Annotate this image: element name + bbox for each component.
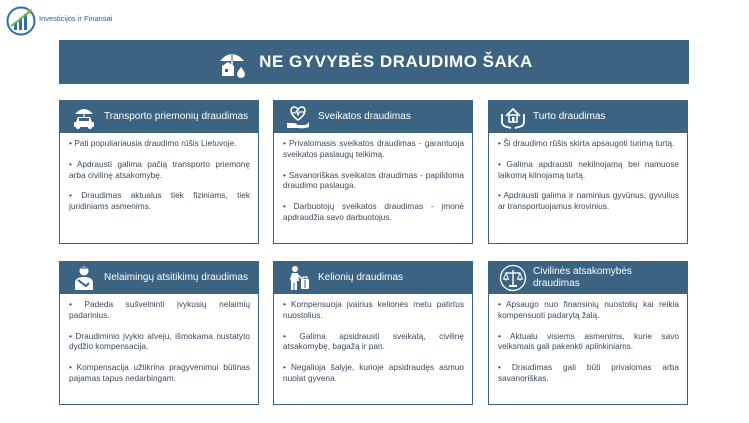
card-header xyxy=(274,262,472,294)
card-item: • Padeda sušvelninti įvykusių nelaimių padarinius. xyxy=(69,299,250,320)
card-title: Sveikatos draudimas xyxy=(318,111,411,122)
card-travel xyxy=(273,261,473,405)
card-header xyxy=(489,101,687,133)
card-item: • Apdrausti galima pačią transporto priemonę arba civilinę atsakomybę. xyxy=(69,158,250,180)
injured-person-icon xyxy=(70,264,98,292)
card-header xyxy=(274,101,472,133)
card-item: • Draudimas aktualus tiek fiziniams, tiek juridiniams asmenims. xyxy=(69,190,250,212)
card-transport xyxy=(59,100,259,244)
house-hands-icon xyxy=(499,103,527,131)
card-health xyxy=(273,100,473,244)
card-title: Turto draudimas xyxy=(533,111,606,122)
card-header xyxy=(60,101,258,133)
card-item: • Pati populiariausia draudimo rūšis Lietuvoje. xyxy=(69,138,237,148)
card-title: Transporto priemonių draudimas xyxy=(104,111,249,122)
card-item: • Aktualu visiems asmenims, kurie savo veiksmais gali pakenkti aplinkiniams. xyxy=(498,330,679,352)
card-body xyxy=(60,294,258,384)
card-body xyxy=(60,133,258,212)
card-header xyxy=(489,262,687,294)
card-item: • Kompensuoja įvairius kelionės metu patirtus nuostolius. xyxy=(283,299,464,320)
card-item: • Galima apdrausti nekilnojamą bei namuose laikomą kilnojamą turtą. xyxy=(498,158,679,180)
card-body xyxy=(489,294,687,384)
car-umbrella-icon xyxy=(70,103,98,131)
card-item: • Apsaugo nuo finansinių nuostolių kai reikia kompensuoti padarytą žalą. xyxy=(498,299,679,320)
card-body xyxy=(489,133,687,212)
logo-chart-icon xyxy=(6,6,36,36)
heart-hand-icon xyxy=(284,103,312,131)
card-item: • Draudiminio įvykio atveju, išmokama nustatyto dydžio kompensacija. xyxy=(69,330,250,352)
card-property xyxy=(488,100,688,244)
umbrella-house-icon xyxy=(215,45,249,79)
logo-text: Investicijos ir Finansai xyxy=(39,13,113,23)
card-body xyxy=(274,294,472,384)
card-title: Civilinės atsakomybės draudimas xyxy=(533,266,632,289)
card-item: • Draudimas gali būti privalomas arba savanoriškas. xyxy=(498,362,679,383)
card-item: • Galima apsidrausti sveikatą, civilinę atsakomybę, bagažą ir pan. xyxy=(283,330,464,352)
card-header xyxy=(60,262,258,294)
card-item: • Kompensacija užtikrina pragyvenimui būtinas pajamas tapus nedarbingam. xyxy=(69,362,250,383)
scales-icon xyxy=(499,264,527,292)
traveler-luggage-icon xyxy=(284,264,312,292)
card-liability xyxy=(488,261,688,405)
logo xyxy=(6,6,112,36)
card-item: • Darbuotojų sveikatos draudimas - įmonė apdraudžia savo darbuotojus. xyxy=(283,201,464,222)
card-item: • Savanoriškas sveikatos draudimas - papildoma draudimo paslauga. xyxy=(283,169,464,191)
banner xyxy=(59,40,689,84)
card-title: Nelaimingų atsitikimų draudimas xyxy=(104,272,248,283)
card-item: • Negalioja šalyje, kurioje apsidraudęs asmuo nuolat gyvena. xyxy=(283,362,464,383)
card-item: • Ši draudimo rūšis skirta apsaugoti turimą turtą. xyxy=(498,138,675,148)
card-title: Kelionių draudimas xyxy=(318,272,404,283)
card-item: • Privalomasis sveikatos draudimas - garantuoja sveikatos paslaugų teikimą. xyxy=(283,138,464,159)
card-item: • Apdrausti galima ir naminius gyvūnus, gyvulius ar transportuojamus krovinius. xyxy=(498,190,679,212)
card-accident xyxy=(59,261,259,405)
page-title: NE GYVYBĖS DRAUDIMO ŠAKA xyxy=(259,52,533,71)
card-body xyxy=(274,133,472,223)
